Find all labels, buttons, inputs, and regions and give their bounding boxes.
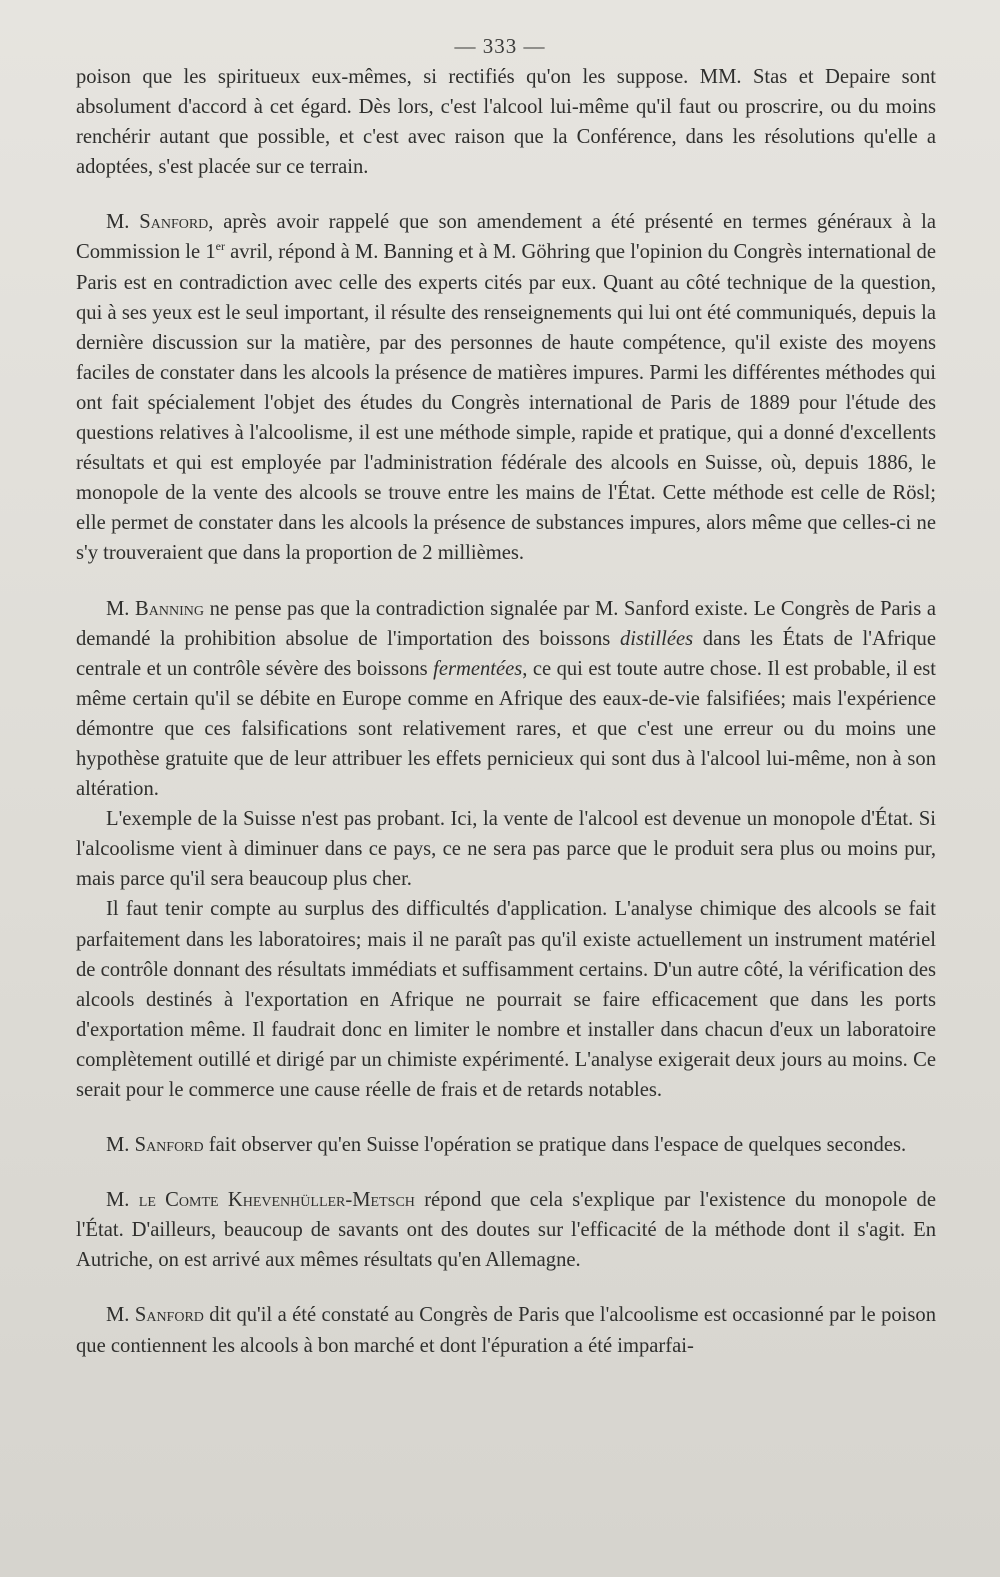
paragraph-text: poison que les spiritueux eux-mêmes, si rectifiés qu'on les suppose. MM. Stas et Depaire sont absolument d'accord à cet égard. Dès lors, c'est l'alcool lui-même qu'il faut ou proscrire, ou du moins renchérir autant que possible, et c'est avec raison que la Conférence, dans les résolutions qu'elle a adoptées, s'est placée sur ce terrain. [76, 66, 936, 179]
paragraph-text: , ce qui est toute autre chose. Il est probable, il est même certain qu'il se débite en Europe comme en Afrique des eaux-de-vie falsifiées; mais l'expérience démontre que ces falsifications sont relativement rares, et que c'est une erreur ou du moins une hypothèse gratuite que de leur attribuer les effets pernicieux qui sont dus à l'alcool lui-même, non à son altération. [76, 657, 936, 801]
paragraph-text: ne pense pas que la contradiction signalée par M. Sanford existe. Le Congrès de Paris a demandé la prohibition absolue de l'importation des boissons [76, 597, 937, 650]
paragraph-text: , après avoir rappelé que son amendement a été présenté en termes généraux à la Commission le 1 [76, 211, 936, 264]
speaker-prefix: M. [106, 1304, 135, 1327]
speaker-prefix: M. [106, 1134, 135, 1157]
paragraph-continuation [76, 62, 936, 182]
speaker-name: Sanford [139, 211, 209, 234]
paragraph-text: L'exemple de la Suisse n'est pas probant. Ici, la vente de l'alcool est devenue un monopole d'État. Si l'alcoolisme vient à diminuer dans ce pays, ce ne sera pas parce que le produit sera plus ou moins pur, mais parce qu'il sera beaucoup plus cher. [76, 808, 936, 891]
paragraph-banning-reply [76, 594, 936, 805]
page-number: — 333 — [454, 34, 546, 58]
paragraph-sanford-amendment [76, 207, 936, 568]
speaker-name: Sanford [134, 1134, 204, 1157]
page-body [76, 62, 936, 1361]
paragraph-application-difficulties [76, 894, 936, 1105]
speaker-name: Sanford [134, 1304, 204, 1327]
paragraph-swiss-example [76, 804, 936, 894]
paragraph-text: fait observer qu'en Suisse l'opération se pratique dans l'espace de quelques secondes. [203, 1134, 907, 1157]
speaker-prefix: M. [106, 1189, 139, 1212]
paragraph-text: dit qu'il a été constaté au Congrès de Paris que l'alcoolisme est occasionné par le poison que contiennent les alcools à bon marché et dont l'épuration a été imparfai- [76, 1304, 936, 1357]
paragraph-text: avril, répond à M. Banning et à M. Göhring que l'opinion du Congrès international de Paris est en contradiction avec celle des experts cités par eux. Quant au côté technique de la question, qui à ses yeux est le seul important, il résulte des renseignements qui lui ont été communiqués, depuis la dernière discussion sur la matière, par des personnes de haute compétence, qu'il existe des moyens faciles de constater dans les alcools la présence de matières impures. Parmi les différentes méthodes qui ont fait spécialement l'objet des études du Congrès international de Paris de 1889 pour l'étude des questions relatives à l'alcoolisme, il est une méthode simple, rapide et pratique, qui a donné d'excellents résultats et qui est employée par l'administration fédérale des alcools en Suisse, où, depuis 1886, le monopole de la vente des alcools se trouve entre les mains de l'État. Cette méthode est celle de Rösl; elle permet de constater dans les alcools la présence de substances impures, alors même que celles-ci ne s'y trouveraient que dans la proportion de 2 millièmes. [76, 241, 936, 565]
speaker-name: le Comte Khevenhüller-Metsch [138, 1189, 415, 1212]
paragraph-text: répond que cela s'explique par l'existence du monopole de l'État. D'ailleurs, beaucoup de savants ont des doutes sur l'efficacité de la méthode dont il s'agit. En Autriche, on est arrivé aux mêmes résultats qu'en Allemagne. [76, 1189, 936, 1272]
speaker-name: Banning [135, 597, 204, 620]
italic-term: distillées [619, 627, 694, 650]
paragraph-text: dans les États de l'Afrique centrale et un contrôle sévère des boissons [76, 627, 936, 680]
paragraph-sanford-statement [76, 1300, 936, 1360]
speaker-prefix: M. [106, 211, 140, 234]
italic-term: fermentées [433, 657, 523, 680]
speaker-prefix: M. [106, 597, 136, 620]
ordinal-superscript: er [215, 239, 225, 254]
paragraph-text: Il faut tenir compte au surplus des difficultés d'application. L'analyse chimique des alcools se fait parfaitement dans les laboratoires; mais il ne paraît pas qu'il existe actuellement un instrument matériel de contrôle donnant des résultats immédiats et suffisamment certains. D'un autre côté, la vérification des alcools destinés à l'exportation en Afrique ne pourrait se faire efficacement que dans les ports d'exportation même. Il faudrait donc en limiter le nombre et installer dans chacun d'eux un laboratoire complètement outillé et dirigé par un chimiste expérimenté. L'analyse exigerait deux jours au moins. Ce serait pour le commerce une cause réelle de frais et de retards notables. [76, 898, 936, 1101]
paragraph-sanford-observation [76, 1130, 936, 1160]
paragraph-khevenhuller-reply [76, 1185, 936, 1275]
